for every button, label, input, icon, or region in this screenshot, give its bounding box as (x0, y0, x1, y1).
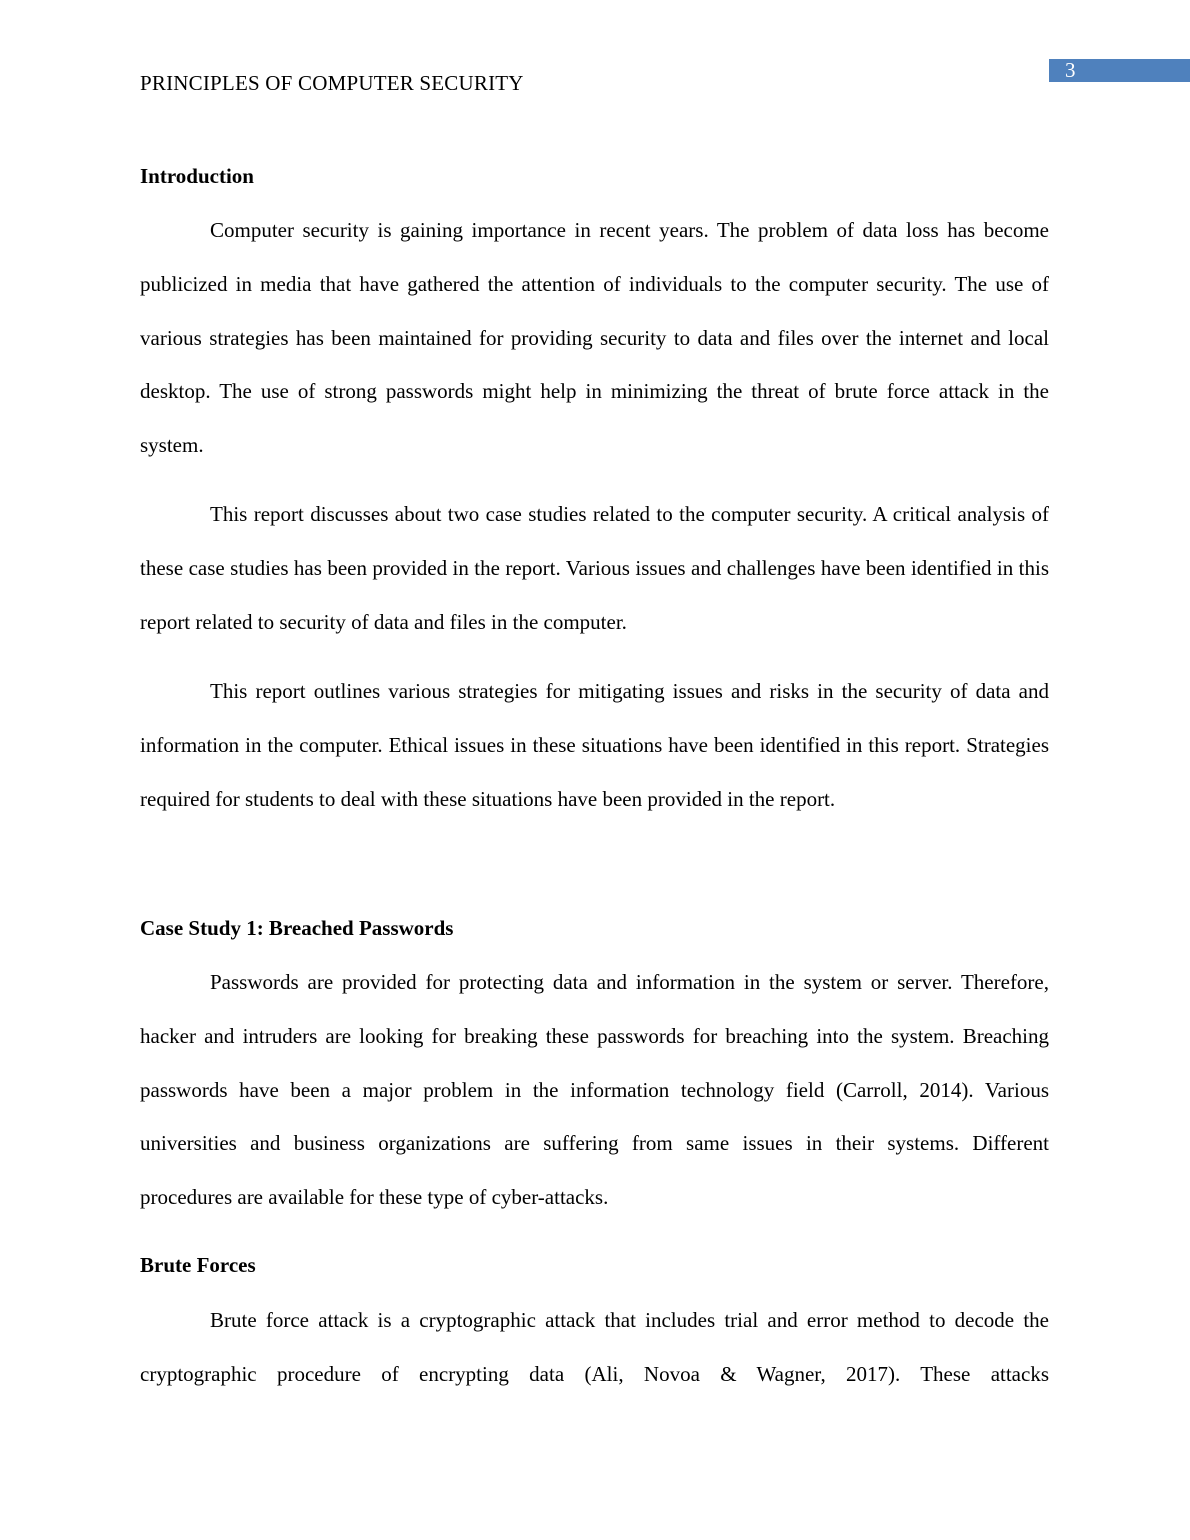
page-number: 3 (1065, 58, 1076, 82)
running-head: PRINCIPLES OF COMPUTER SECURITY (140, 71, 524, 95)
paragraph: Brute force attack is a cryptographic attack that includes trial and error method to decode the cryptographic procedure of encrypting data (Ali, Novoa & Wagner, 2017). These attacks (140, 1308, 1049, 1386)
section-heading-brute-forces: Brute Forces (140, 1253, 256, 1277)
paragraph: This report outlines various strategies for mitigating issues and risks in the security of data and information in the computer. Ethical issues in these situations have been identified in this report. Strategies required for students to deal with these situations have been provided in the report. (140, 679, 1049, 811)
paragraph: This report discusses about two case studies related to the computer security. A critical analysis of these case studies has been provided in the report. Various issues and challenges have been identified in this report related to security of data and files in the computer. (140, 502, 1049, 634)
page-number-badge (1049, 59, 1190, 82)
paragraph: Passwords are provided for protecting data and information in the system or server. Therefore, hacker and intruders are looking for breaking these passwords for breaching into the system. Breaching passwords have been a major problem in the information technology field (Carroll, 2014). Various universities and business organizations are suffering from same issues in their systems. Different procedures are available for these type of cyber-attacks. (140, 970, 1049, 1210)
section-heading-case-study-1: Case Study 1: Breached Passwords (140, 916, 454, 940)
paragraph: Computer security is gaining importance in recent years. The problem of data loss has become publicized in media that have gathered the attention of individuals to the computer security. The use of various strategies has been maintained for providing security to data and files over the internet and local desktop. The use of strong passwords might help in minimizing the threat of brute force attack in the system. (140, 218, 1049, 458)
section-heading-introduction: Introduction (140, 164, 254, 188)
